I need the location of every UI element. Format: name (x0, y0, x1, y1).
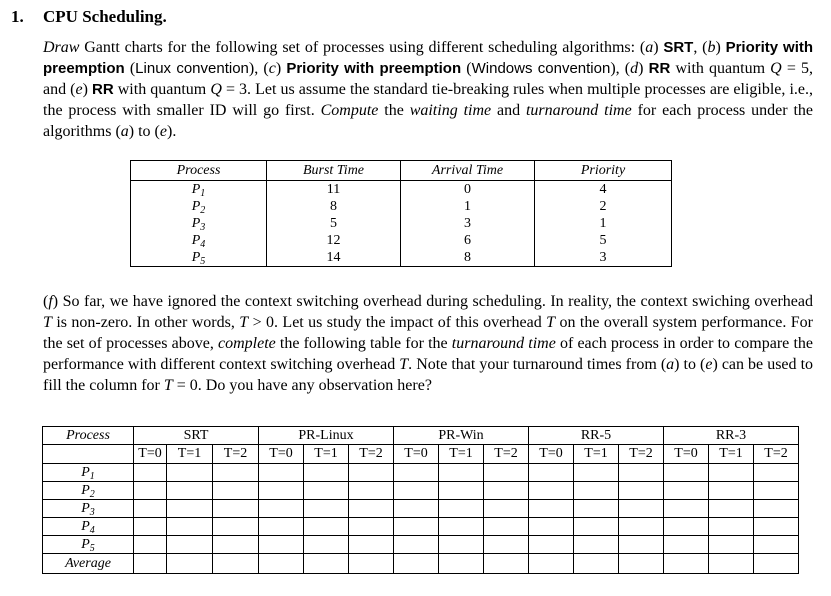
text: ). (166, 123, 177, 140)
burst-time: 12 (267, 232, 401, 249)
text: ( (461, 60, 472, 77)
answer-cell[interactable] (664, 518, 709, 536)
answer-cell[interactable] (259, 500, 304, 518)
answer-cell[interactable] (167, 464, 213, 482)
answer-cell[interactable] (709, 500, 754, 518)
text: the following table for the (275, 335, 452, 352)
text: Q (770, 60, 782, 77)
text: of each process in order to compare the performance with different context switching overhead (43, 335, 813, 373)
overhead-label: T=2 (619, 445, 664, 464)
process-id (131, 232, 267, 249)
header-priority: Priority (535, 161, 672, 181)
process-id (43, 536, 134, 554)
answer-cell[interactable] (439, 500, 484, 518)
answer-cell[interactable] (349, 554, 394, 574)
section-heading (11, 7, 167, 27)
text: turnaround time (451, 335, 556, 352)
answer-cell[interactable] (754, 482, 799, 500)
answer-cell[interactable] (529, 536, 574, 554)
process-id (131, 198, 267, 215)
answer-cell[interactable] (484, 464, 529, 482)
text: e (705, 356, 713, 373)
overhead-label: T=0 (134, 445, 167, 464)
algo-srt: SRT (663, 39, 694, 56)
overhead-label: T=0 (259, 445, 304, 464)
answer-cell[interactable] (213, 536, 259, 554)
answer-cell[interactable] (349, 518, 394, 536)
answer-cell[interactable] (664, 536, 709, 554)
answer-cell[interactable] (484, 536, 529, 554)
overhead-label: T=0 (394, 445, 439, 464)
header-arrival-time: Arrival Time (401, 161, 535, 181)
answer-cell[interactable] (394, 482, 439, 500)
linux-convention: Linux convention (135, 60, 249, 77)
header-rr-5: RR-5 (529, 427, 664, 445)
answer-cell[interactable] (134, 500, 167, 518)
table-row (43, 518, 799, 536)
header-process: Process (131, 161, 267, 181)
answer-cell[interactable] (439, 536, 484, 554)
header-rr-3: RR-3 (664, 427, 799, 445)
answer-cell[interactable] (349, 464, 394, 482)
text: ) (82, 81, 93, 98)
answer-cell[interactable] (574, 500, 619, 518)
answer-cell[interactable] (574, 464, 619, 482)
answer-cell[interactable] (167, 500, 213, 518)
table-row (131, 181, 672, 199)
process-table (130, 160, 672, 267)
answer-cell[interactable] (754, 536, 799, 554)
answer-cell[interactable] (529, 554, 574, 574)
answer-cell[interactable] (754, 518, 799, 536)
intro-paragraph (43, 37, 813, 142)
algo-priority-linux: Priority with preemption (43, 39, 814, 77)
answer-cell[interactable] (259, 482, 304, 500)
overhead-label: T=2 (213, 445, 259, 464)
answer-cell[interactable] (439, 464, 484, 482)
text: f (48, 293, 53, 310)
text: is non-zero. In other words, (51, 314, 240, 331)
text: the (378, 102, 410, 119)
answer-cell[interactable] (619, 518, 664, 536)
answer-cell[interactable] (259, 518, 304, 536)
algorithm-header-row (43, 427, 799, 445)
text: P (191, 249, 201, 265)
text: P (191, 198, 201, 214)
answer-cell[interactable] (709, 482, 754, 500)
answer-cell[interactable] (529, 500, 574, 518)
table-row (43, 536, 799, 554)
text: ) (638, 60, 649, 77)
answer-cell[interactable] (304, 554, 349, 574)
answer-cell[interactable] (213, 518, 259, 536)
arrival-time: 1 (401, 198, 535, 215)
table-row (131, 198, 672, 215)
answer-cell[interactable] (709, 464, 754, 482)
text: = 5, and ( (43, 60, 814, 98)
text: T (239, 314, 249, 331)
answer-cell[interactable] (439, 482, 484, 500)
answer-cell[interactable] (529, 464, 574, 482)
answer-cell[interactable] (664, 500, 709, 518)
answer-cell[interactable] (394, 500, 439, 518)
answer-cell[interactable] (259, 464, 304, 482)
answer-cell[interactable] (134, 536, 167, 554)
answer-cell[interactable] (304, 536, 349, 554)
text: . Note that your turnaround times from ( (408, 356, 667, 373)
text: 4 (89, 524, 95, 536)
text: Gantt charts for the following set of processes using different scheduling algorithms: ( (79, 39, 646, 56)
answer-cell[interactable] (134, 518, 167, 536)
header-burst-time: Burst Time (267, 161, 401, 181)
answer-cell[interactable] (394, 554, 439, 574)
text: turnaround time (525, 102, 632, 119)
windows-convention: Windows convention (471, 60, 611, 77)
text: on the overall system performance. For the set of processes above, (43, 314, 814, 352)
burst-time: 11 (267, 181, 401, 199)
text: ) to ( (674, 356, 706, 373)
answer-cell[interactable] (574, 518, 619, 536)
overhead-label: T=2 (349, 445, 394, 464)
priority: 2 (535, 198, 672, 215)
answer-cell[interactable] (439, 518, 484, 536)
text: > 0. Let us study the impact of this overhead (248, 314, 547, 331)
answer-cell[interactable] (134, 464, 167, 482)
burst-time: 8 (267, 198, 401, 215)
text: 2 (89, 488, 95, 500)
text: 5 (89, 542, 95, 554)
answer-cell[interactable] (619, 500, 664, 518)
priority: 1 (535, 215, 672, 232)
text: , ( (693, 39, 708, 56)
arrival-time: 6 (401, 232, 535, 249)
text: waiting time (409, 102, 492, 119)
answer-cell[interactable] (529, 518, 574, 536)
text: with quantum (113, 81, 211, 98)
overhead-label: T=2 (754, 445, 799, 464)
text: ), ( (610, 60, 631, 77)
answer-cell[interactable] (349, 482, 394, 500)
answer-cell[interactable] (574, 482, 619, 500)
answer-cell[interactable] (304, 500, 349, 518)
answer-cell[interactable] (754, 554, 799, 574)
header-process: Process (43, 427, 134, 445)
arrival-time: 3 (401, 215, 535, 232)
text: 2 (200, 204, 206, 216)
answer-cell[interactable] (619, 536, 664, 554)
overhead-label: T=1 (304, 445, 349, 464)
answer-cell[interactable] (259, 554, 304, 574)
text: 1 (200, 187, 206, 199)
text: P (191, 232, 201, 248)
table-row (131, 232, 672, 249)
answer-cell[interactable] (213, 554, 259, 574)
overhead-label: T=1 (574, 445, 619, 464)
answer-cell[interactable] (134, 554, 167, 574)
text: ) can be used to fill the column for (43, 356, 814, 394)
text: and (491, 102, 526, 119)
answer-cell[interactable] (394, 518, 439, 536)
text: P (81, 464, 90, 480)
algo-priority-windows: Priority with preemption (286, 60, 462, 77)
answer-cell[interactable] (709, 518, 754, 536)
answer-cell[interactable] (484, 482, 529, 500)
process-id (131, 181, 267, 199)
process-table-header (131, 161, 672, 181)
answer-cell[interactable] (574, 554, 619, 574)
priority: 4 (535, 181, 672, 199)
text: ) to ( (128, 123, 160, 140)
overhead-label: T=1 (167, 445, 213, 464)
answer-cell[interactable] (484, 554, 529, 574)
answer-cell[interactable] (664, 554, 709, 574)
algo-rr3: RR (92, 81, 114, 98)
text: a (645, 39, 654, 56)
answer-cell[interactable] (213, 464, 259, 482)
text: ) (653, 39, 664, 56)
process-id (43, 482, 134, 500)
priority: 5 (535, 232, 672, 249)
overhead-header-row (43, 445, 799, 464)
answer-cell[interactable] (664, 482, 709, 500)
text: T (43, 314, 52, 331)
answer-cell[interactable] (484, 518, 529, 536)
answer-cell[interactable] (167, 518, 213, 536)
answer-cell[interactable] (484, 500, 529, 518)
table-row (43, 500, 799, 518)
process-id (43, 518, 134, 536)
answer-cell[interactable] (529, 482, 574, 500)
overhead-label: T=2 (484, 445, 529, 464)
text: T (546, 314, 556, 331)
burst-time: 5 (267, 215, 401, 232)
section-number: 1. (11, 7, 24, 26)
answer-cell[interactable] (304, 482, 349, 500)
answer-cell[interactable] (754, 464, 799, 482)
process-id (131, 215, 267, 232)
text: 4 (200, 238, 206, 250)
answer-cell[interactable] (439, 554, 484, 574)
answer-cell[interactable] (709, 554, 754, 574)
table-row (131, 215, 672, 232)
text: a (120, 123, 129, 140)
priority: 3 (535, 249, 672, 267)
answer-cell[interactable] (664, 464, 709, 482)
overhead-label: T=1 (439, 445, 484, 464)
answer-cell[interactable] (213, 482, 259, 500)
text: ) (715, 39, 726, 56)
answer-cell[interactable] (619, 482, 664, 500)
process-id (131, 249, 267, 267)
header-srt: SRT (134, 427, 259, 445)
algo-rr5: RR (648, 60, 671, 77)
table-row (43, 482, 799, 500)
text: a (666, 356, 675, 373)
overhead-label: T=0 (529, 445, 574, 464)
table-row (43, 464, 799, 482)
answer-cell[interactable] (349, 536, 394, 554)
answer-cell[interactable] (304, 518, 349, 536)
process-id (43, 500, 134, 518)
arrival-time: 0 (401, 181, 535, 199)
text: with quantum (670, 60, 771, 77)
arrival-time: 8 (401, 249, 535, 267)
answer-cell[interactable] (304, 464, 349, 482)
answer-cell[interactable] (709, 536, 754, 554)
text: 3 (89, 506, 95, 518)
text: P (191, 181, 201, 197)
text: for each process under the algorithms ( (43, 102, 814, 140)
text: Q (210, 81, 222, 98)
average-label: Average (43, 554, 134, 574)
text: c (268, 60, 276, 77)
burst-time: 14 (267, 249, 401, 267)
section-title: CPU Scheduling. (43, 7, 167, 26)
text: T (163, 377, 173, 394)
text: P (81, 482, 90, 498)
answer-cell[interactable] (619, 464, 664, 482)
text: = 3. Let us assume the standard tie-breaking rules when multiple processes are eligible, i.e., the process with smaller ID will go first. (43, 81, 814, 119)
text: P (191, 215, 201, 231)
header-pr-linux: PR-Linux (259, 427, 394, 445)
table-row (131, 249, 672, 267)
text: 1 (89, 470, 95, 482)
text: P (81, 500, 90, 516)
text: d (630, 60, 639, 77)
part-f-paragraph: (f) So far, we have ignored the context switching overhead during scheduling. In reality, the context swiching overhead T is non-zero. In other words, T > 0. Let us study the impact of this overhead T on the overall system performance. For the set of processes above, complete the following table for the turnaround time of each process in order to compare the performance with different context switching overhead T. Note that your turnaround times from (a) to (e) can be used to fill the column for T = 0. Do you have any observation here? (43, 293, 814, 394)
text: ) So far, we have ignored the context switching overhead during scheduling. In reality, the context swiching overhead (52, 293, 813, 310)
header-pr-win: PR-Win (394, 427, 529, 445)
text: complete (217, 335, 276, 352)
empty-cell (43, 445, 134, 464)
answer-cell[interactable] (259, 536, 304, 554)
text: P (81, 536, 90, 552)
answer-cell[interactable] (619, 554, 664, 574)
draw-word: Draw (43, 39, 80, 56)
text: ) (275, 60, 287, 77)
overhead-label: T=0 (664, 445, 709, 464)
answer-cell[interactable] (213, 500, 259, 518)
answer-cell[interactable] (394, 464, 439, 482)
answer-cell[interactable] (134, 482, 167, 500)
process-id (43, 464, 134, 482)
answer-cell[interactable] (394, 536, 439, 554)
text: 5 (200, 255, 206, 267)
text: = 0. Do you have any observation here? (172, 377, 432, 394)
text: T (399, 356, 409, 373)
answer-cell[interactable] (754, 500, 799, 518)
answer-cell[interactable] (167, 554, 213, 574)
answer-cell[interactable] (349, 500, 394, 518)
text: P (81, 518, 90, 534)
average-row (43, 554, 799, 574)
text: 3 (200, 221, 206, 233)
turnaround-comparison-table (42, 426, 799, 574)
text: ( (124, 60, 136, 77)
answer-cell[interactable] (574, 536, 619, 554)
answer-cell[interactable] (167, 482, 213, 500)
text: b (707, 39, 716, 56)
text: Compute (320, 102, 379, 119)
text: e (159, 123, 167, 140)
overhead-label: T=1 (709, 445, 754, 464)
answer-cell[interactable] (167, 536, 213, 554)
text: ), ( (248, 60, 269, 77)
text: e (75, 81, 83, 98)
